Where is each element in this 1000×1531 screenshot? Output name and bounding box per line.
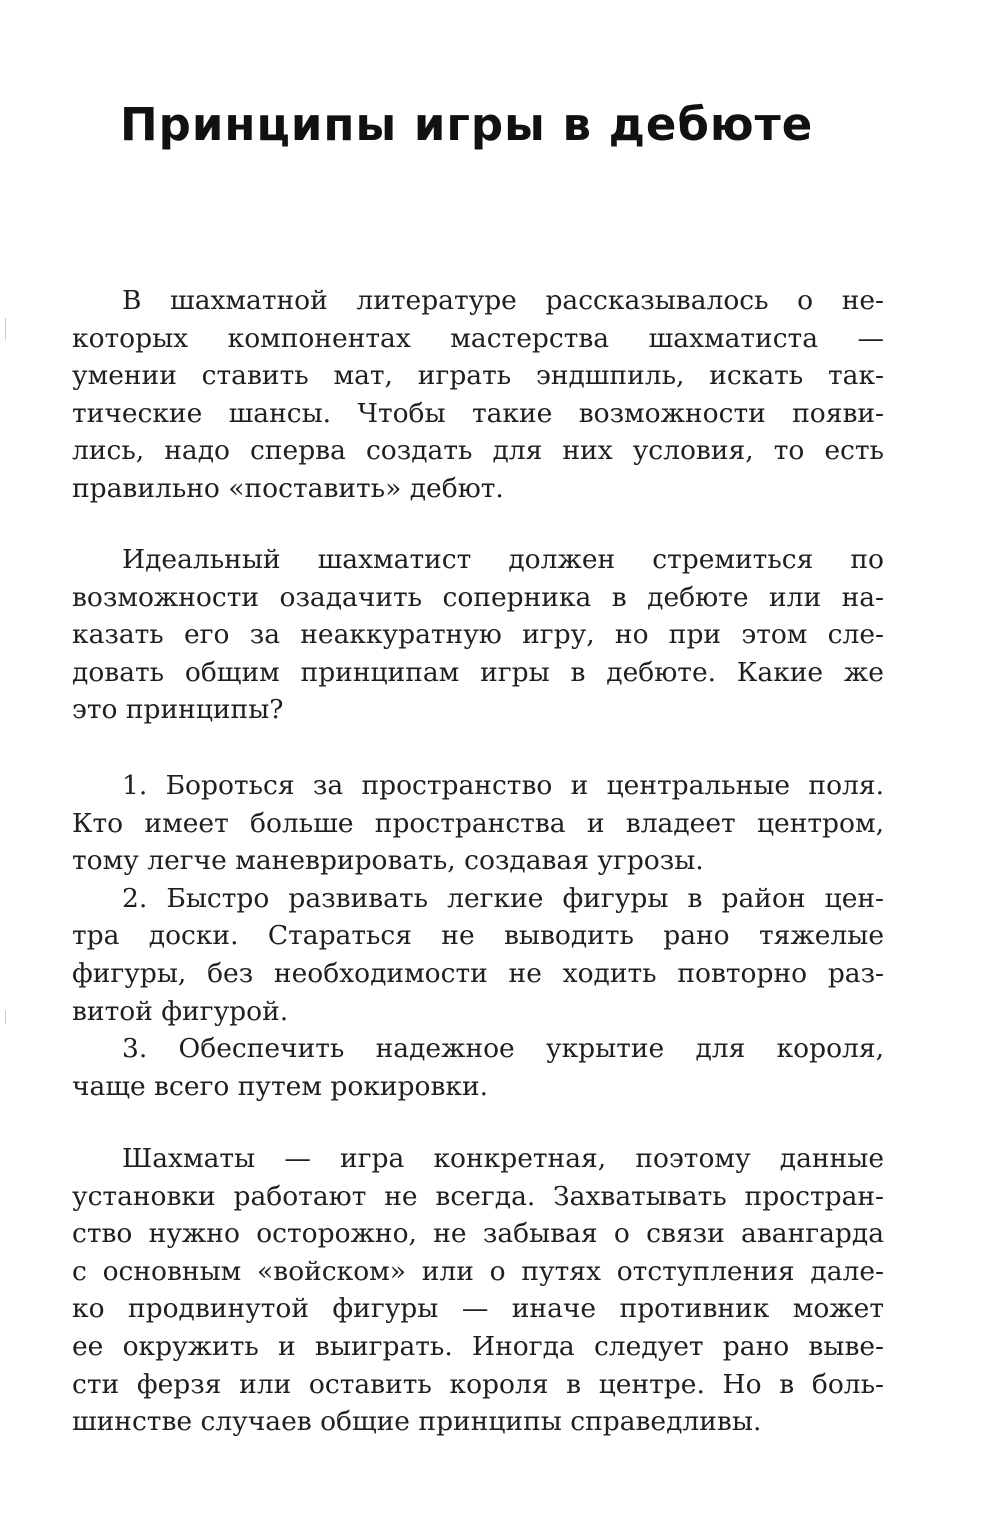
paragraph-conclusion [72,1140,884,1441]
list-item-line: фигуры, без необходимости не ходить повторно раз- [72,957,884,989]
scan-edge-mark [5,1010,6,1024]
text-line: возможности озадачить соперника в дебюте или на- [72,581,884,613]
scan-edge-mark [5,318,6,340]
list-item-line: 1. Бороться за пространство и центральные поля. [122,770,884,801]
text-line: ство нужно осторожно, не забывая о связи авангарда [72,1218,884,1250]
text-line: умении ставить мат, играть эндшпиль, искать так- [72,360,884,392]
text-line: правильно «поставить» дебют. [72,472,504,504]
text-line: ее окружить и выиграть. Иногда следует рано выве- [72,1330,884,1362]
text-line: казать его за неаккуратную игру, но при этом сле- [72,619,884,651]
text-line: тические шансы. Чтобы такие возможности появи- [72,397,884,429]
text-line: Шахматы — игра конкретная, поэтому данные [122,1143,884,1174]
list-item-line: чаще всего путем рокировки. [72,1070,489,1102]
text-line: Идеальный шахматист должен стремиться по [122,544,884,575]
text-line: с основным «войском» или о путях отступления дале- [72,1255,884,1287]
text-line: сти ферзя или оставить короля в центре. Но в боль- [72,1368,884,1400]
text-line: шинстве случаев общие принципы справедливы. [72,1406,762,1438]
text-line: В шахматной литературе рассказывалось о не- [122,285,884,316]
text-line: которых компонентах мастерства шахматиста — [72,322,884,354]
list-item-line: 2. Быстро развивать легкие фигуры в район цен- [122,882,884,914]
paragraph-principles-list [72,767,884,1105]
text-line: ко продвинутой фигуры — иначе противник может [72,1293,884,1325]
list-item-line: 3. Обеспечить надежное укрытие для короля, [122,1033,884,1065]
text-line: довать общим принципам игры в дебюте. Какие же [72,656,884,688]
text-line: лись, надо сперва создать для них условия, то есть [72,435,884,467]
paragraph-intro [72,282,884,508]
list-item-line: Кто имеет больше пространства и владеет центром, [72,807,884,839]
list-item-line: тому легче маневрировать, создавая угрозы. [72,845,704,877]
text-line: это принципы? [72,694,284,726]
list-item-line: витой фигурой. [72,995,289,1027]
page-title: Принципы игры в дебюте [120,98,814,151]
text-line: установки работают не всегда. Захватывать простран- [72,1180,884,1212]
paragraph-ideal-player [72,541,884,729]
list-item-line: тра доски. Стараться не выводить рано тяжелые [72,920,884,952]
